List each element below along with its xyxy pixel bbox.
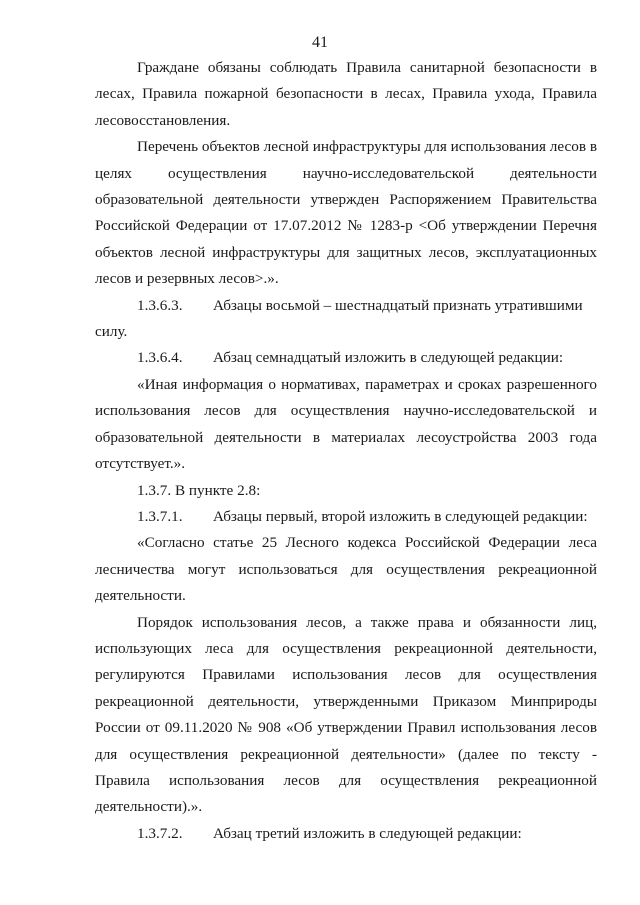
paragraph — [95, 530, 597, 609]
text-line — [95, 504, 597, 530]
text-line: лесах, Правила пожарной безопасности в лесах, Правила ухода, Правила — [95, 85, 597, 103]
numbered-paragraph — [95, 345, 597, 371]
text-line: объектов лесной инфраструктуры для защитных лесов, эксплуатационных — [95, 243, 597, 261]
text-line: рекреационной деятельности, утвержденными Приказом Минприроды — [95, 692, 597, 710]
document-body — [95, 55, 597, 847]
numbered-paragraph — [95, 293, 597, 346]
page-number: 41 — [312, 34, 328, 51]
clause-text: Абзац третий изложить в следующей редакции: — [213, 824, 522, 842]
text-line: использования лесов для осуществления научно-исследовательской и — [95, 402, 597, 420]
text-line: образовательной деятельности в материалах лесоустройства 2003 года — [95, 428, 597, 446]
clause-number: 1.3.6.4. — [137, 349, 183, 367]
text-line: лесов и резервных лесов>.». — [95, 270, 279, 288]
text-line: Порядок использования лесов, а также права и обязанности лиц, — [137, 613, 597, 631]
text-line: целях осуществления научно-исследовательской деятельности — [95, 164, 597, 182]
text-line: деятельности. — [95, 587, 186, 605]
text-line: силу. — [95, 323, 128, 341]
text-line: 1.3.7. В пункте 2.8: — [137, 481, 261, 499]
text-line: отсутствует.». — [95, 455, 186, 473]
text-line: Российской Федерации от 17.07.2012 № 1283-р <Об утверждении Перечня — [95, 217, 597, 235]
clause-number: 1.3.7.1. — [137, 507, 183, 525]
text-line: лесничества могут использоваться для осуществления рекреационной — [95, 560, 597, 578]
numbered-paragraph — [95, 821, 597, 847]
text-line: России от 09.11.2020 № 908 «Об утверждении Правил использования лесов — [95, 719, 597, 737]
paragraph — [95, 610, 597, 821]
text-line: использующих леса для осуществления рекреационной деятельности, — [95, 639, 597, 657]
clause-text: Абзацы первый, второй изложить в следующей редакции: — [213, 507, 588, 525]
clause-number: 1.3.6.3. — [137, 296, 183, 314]
paragraph — [95, 372, 597, 478]
text-line: Граждане обязаны соблюдать Правила санитарной безопасности в — [137, 59, 597, 76]
text-line: образовательной деятельности утвержден Распоряжением Правительства — [95, 191, 597, 209]
text-line — [95, 821, 597, 847]
clause-number: 1.3.7.2. — [137, 824, 183, 842]
text-line: для осуществления рекреационной деятельности» (далее по тексту - — [95, 745, 597, 763]
text-line: лесовосстановления. — [95, 111, 231, 129]
text-line: деятельности).». — [95, 798, 203, 816]
paragraph — [95, 478, 597, 504]
numbered-paragraph — [95, 504, 597, 530]
clause-text: Абзац семнадцатый изложить в следующей редакции: — [213, 349, 564, 367]
text-line — [95, 345, 597, 371]
paragraph — [95, 134, 597, 292]
text-line: «Иная информация о нормативах, параметрах и сроках разрешенного — [137, 375, 597, 393]
text-line: «Согласно статье 25 Лесного кодекса Российской Федерации леса — [137, 534, 597, 552]
paragraph — [95, 55, 597, 134]
text-line — [95, 293, 597, 319]
text-line: Перечень объектов лесной инфраструктуры для использования лесов в — [137, 138, 597, 156]
text-line: Правила использования лесов для осуществления рекреационной — [95, 771, 597, 789]
clause-text: Абзацы восьмой – шестнадцатый признать утратившими — [213, 296, 583, 314]
text-line: регулируются Правилами использования лесов для осуществления — [95, 666, 597, 684]
